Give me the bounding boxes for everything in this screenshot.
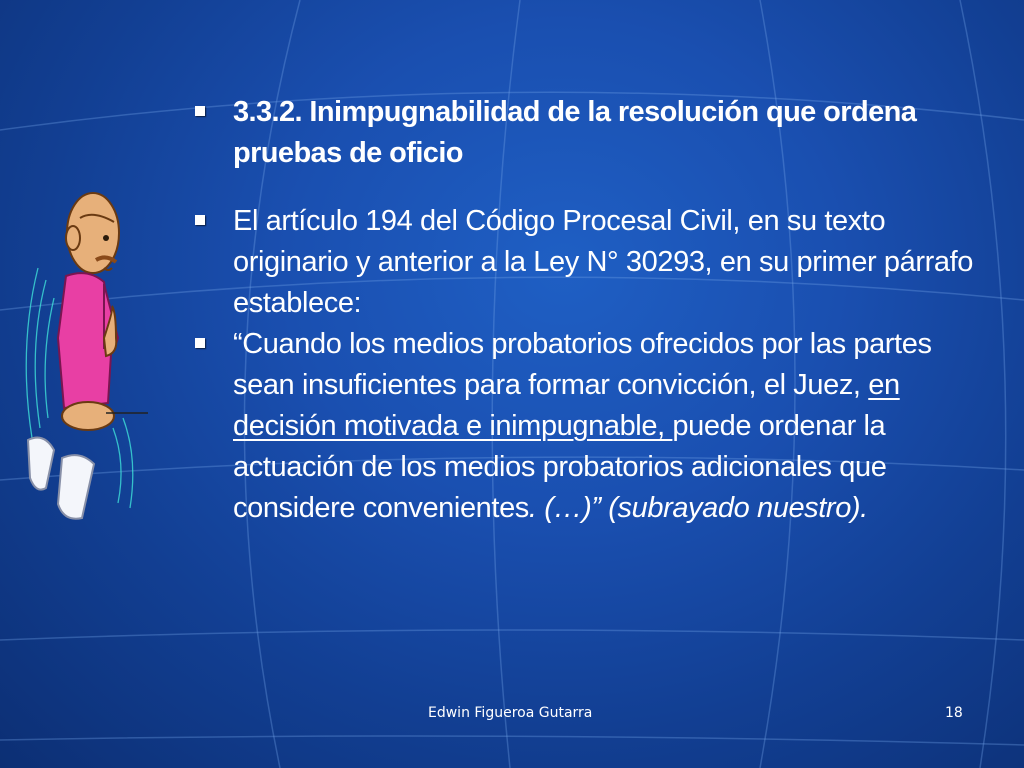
quote-underlined-text: en decisión motivada e inimpugnable, bbox=[233, 369, 900, 442]
bullet-quote bbox=[190, 324, 990, 529]
thinking-man-clipart bbox=[18, 188, 158, 528]
footer-page-number: 18 bbox=[945, 705, 963, 721]
square-bullet-icon bbox=[195, 215, 205, 225]
square-bullet-icon bbox=[195, 106, 205, 116]
bullet-heading bbox=[190, 92, 990, 174]
square-bullet-icon bbox=[195, 338, 205, 348]
quote-text-part2: puede ordenar la actuación de los medios probatorios adicionales que considere convenientes bbox=[233, 410, 887, 524]
article-text: El artículo 194 del Código Procesal Civil, en su texto originario y anterior a la Ley N° 30293, en su primer párrafo establece: bbox=[233, 205, 973, 319]
slide-content bbox=[190, 92, 990, 529]
heading-text: 3.3.2. Inimpugnabilidad de la resolución que ordena pruebas de oficio bbox=[233, 96, 917, 169]
quote-text-part1: “Cuando los medios probatorios ofrecidos por las partes sean insuficientes para formar convicción, el Juez, bbox=[233, 328, 932, 401]
footer-author: Edwin Figueroa Gutarra bbox=[428, 705, 593, 721]
bullet-article bbox=[190, 201, 990, 324]
quote-italic-text: . (…)” (subrayado nuestro). bbox=[528, 492, 868, 524]
